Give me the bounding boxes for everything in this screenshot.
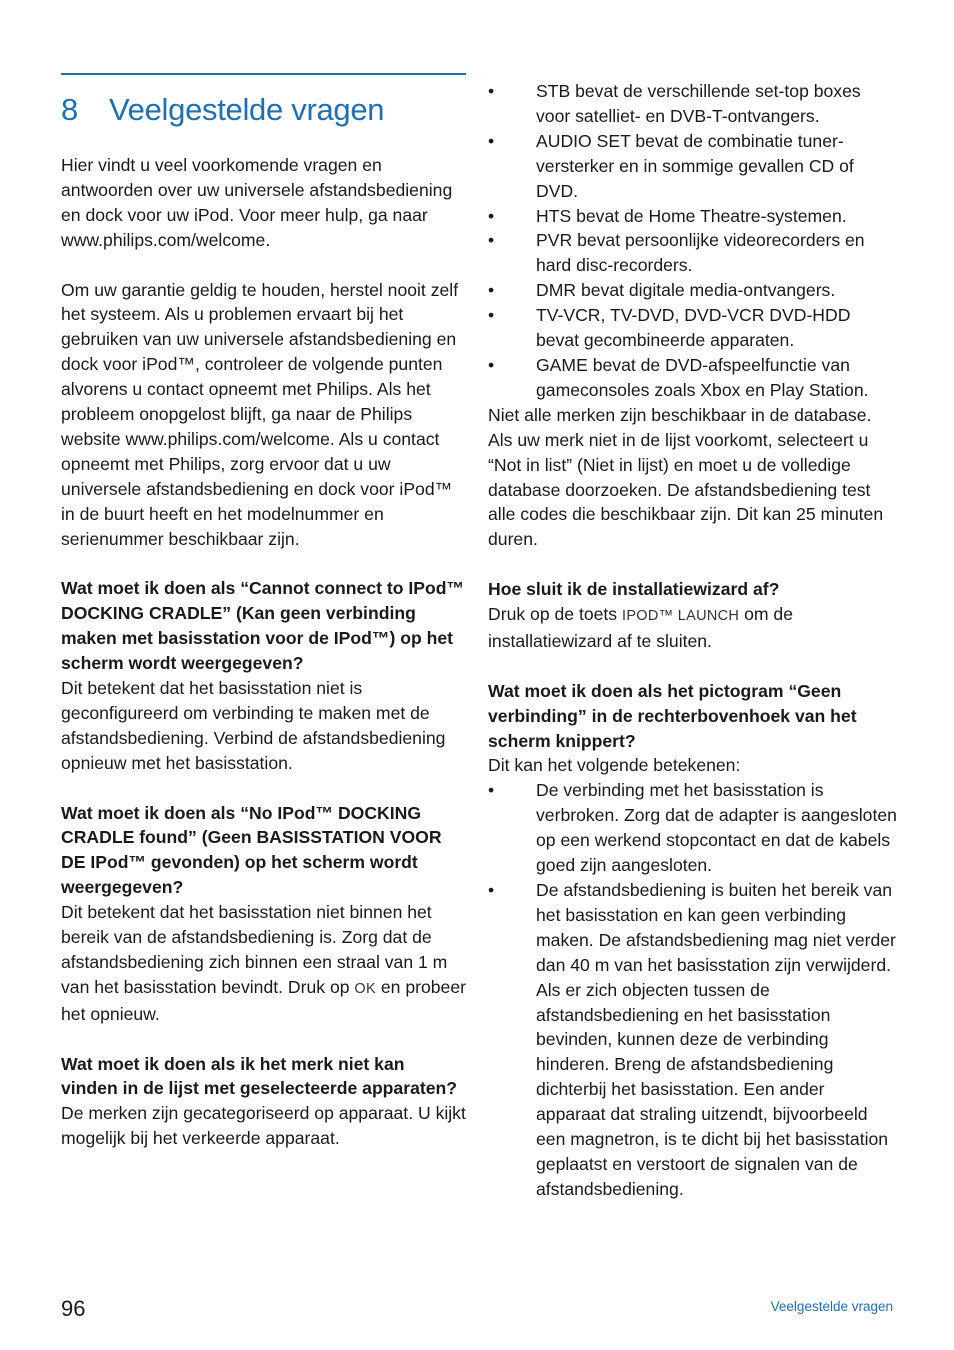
answer-brand-not-found: De merken zijn gecategoriseerd op apparaat. U kijkt mogelijk bij het verkeerde apparaat. (61, 1103, 466, 1149)
bullet-icon: • (488, 205, 495, 226)
list-item: • GAME bevat de DVD-afspeelfunctie van gameconsoles zoals Xbox en Play Station. (488, 354, 869, 400)
chapter-number: 8 (61, 92, 78, 127)
list-item: • TV-VCR, TV-DVD, DVD-VCR DVD-HDD bevat gecombineerde apparaten. (488, 305, 851, 351)
list-item: • De afstandsbediening is buiten het bereik van het basisstation en kan geen verbinding maken. De afstandsbediening mag niet verder dan 40 m van het basisstation zijn verwijderd. Als er zich objecten tussen de afstandsbediening en het basisstation bevinden, kunnen deze de verbinding hinderen. Breng de afstandsbediening dichterbij het basisstation. Een ander apparaat dat straling uitzendt, bijvoorbeeld een magnetron, is te dicht bij het basisstation geplaatst en verstoort de signalen van de afstandsbediening. (488, 879, 896, 1199)
list-item: • STB bevat de verschillende set-top boxes voor satelliet- en DVB-T-ontvangers. (488, 81, 861, 126)
intro-paragraph: Hier vindt u veel voorkomende vragen en antwoorden over uw universele afstandsbediening en dock voor uw iPod. Voor meer hulp, ga naar www.philips.com/welcome. (61, 155, 453, 250)
bullet-icon: • (488, 130, 495, 151)
list-item: • HTS bevat de Home Theatre-systemen. (488, 204, 898, 229)
bullet-icon: • (488, 879, 495, 900)
answer-cannot-connect: Dit betekent dat het basisstation niet is geconfigureerd om verbinding te maken met de afstandsbediening. Verbind de afstandsbediening opnieuw met het basisstation. (61, 678, 446, 773)
bullet-icon: • (488, 305, 495, 326)
page-number: 96 (61, 1296, 86, 1321)
bullet-icon: • (488, 230, 495, 251)
ok-key-label: OK (354, 980, 376, 997)
answer-intro: Dit kan het volgende betekenen: (488, 755, 741, 776)
answer-close-wizard: Druk op de toets IPOD™ LAUNCH om de installatiewizard af te sluiten. (488, 604, 793, 651)
list-item: • AUDIO SET bevat de combinatie tuner-versterker en in sommige gevallen CD of DVD. (488, 130, 854, 201)
right-column (488, 79, 898, 1202)
bullet-icon: • (488, 780, 495, 801)
list-item: • De verbinding met het basisstation is verbroken. Zorg dat de adapter is aangesloten op een werkend stopcontact en dat de kabels goed zijn aangesloten. (488, 780, 897, 876)
question-no-cradle-found: Wat moet ik doen als “No IPod™ DOCKING CRADLE found” (Geen BASISSTATION VOOR DE IPod™ gevonden) op het scherm wordt weergegeven? (61, 802, 442, 898)
question-close-wizard: Hoe sluit ik de installatiewizard af? (488, 579, 780, 600)
left-column (61, 153, 466, 1151)
list-item: • DMR bevat digitale media-ontvangers. (488, 278, 898, 303)
warranty-paragraph: Om uw garantie geldig te houden, herstel nooit zelf het systeem. Als u problemen ervaart bij het gebruiken van uw universele afstandsbediening en dock voor iPod™, controleer de volgende punten alvorens u contact opneemt met Philips. Als het probleem onopgelost blijft, ga naar de Philips website www.philips.com/welcome. Als u contact opneemt met Philips, zorg ervoor dat u uw universele afstandsbediening en dock voor iPod™ in de buurt heeft en het modelnummer en serienummer beschikbaar zijn. (61, 279, 459, 549)
question-brand-not-found: Wat moet ik doen als ik het merk niet kan vinden in de lijst met geselecteerde apparaten? (61, 1053, 457, 1099)
device-category-list (488, 79, 898, 403)
ipod-launch-key-label: IPOD™ LAUNCH (621, 608, 740, 625)
bullet-icon: • (488, 280, 495, 301)
chapter-heading (61, 92, 384, 128)
chapter-rule (61, 73, 466, 75)
question-no-connection-icon: Wat moet ik doen als het pictogram “Geen verbinding” in de rechterbovenhoek van het scherm knippert? (488, 680, 857, 751)
brand-availability-note: Niet alle merken zijn beschikbaar in de database. Als uw merk niet in de lijst voorkomt, selecteert u “Not in list” (Niet in lijst) en moet u de volledige database doorzoeken. De afstandsbediening test alle codes die beschikbaar zijn. Dit kan 25 minuten duren. (488, 404, 884, 550)
footer-section-title: Veelgestelde vragen (770, 1299, 893, 1314)
list-item: • PVR bevat persoonlijke videorecorders en hard disc-recorders. (488, 230, 865, 276)
chapter-title: Veelgestelde vragen (109, 92, 385, 127)
question-cannot-connect: Wat moet ik doen als “Cannot connect to IPod™ DOCKING CRADLE” (Kan geen verbinding maken met basisstation voor de IPod™) op het scherm wordt weergegeven? (61, 578, 465, 674)
answer-no-cradle-found: Dit betekent dat het basisstation niet binnen het bereik van de afstandsbediening is. Zorg dat de afstandsbediening zich binnen een straal van 1 m van het basisstation bevindt. Druk op OK en probeer het opnieuw. (61, 902, 466, 1024)
bullet-icon: • (488, 81, 495, 101)
bullet-icon: • (488, 354, 495, 375)
cause-list (488, 778, 898, 1201)
